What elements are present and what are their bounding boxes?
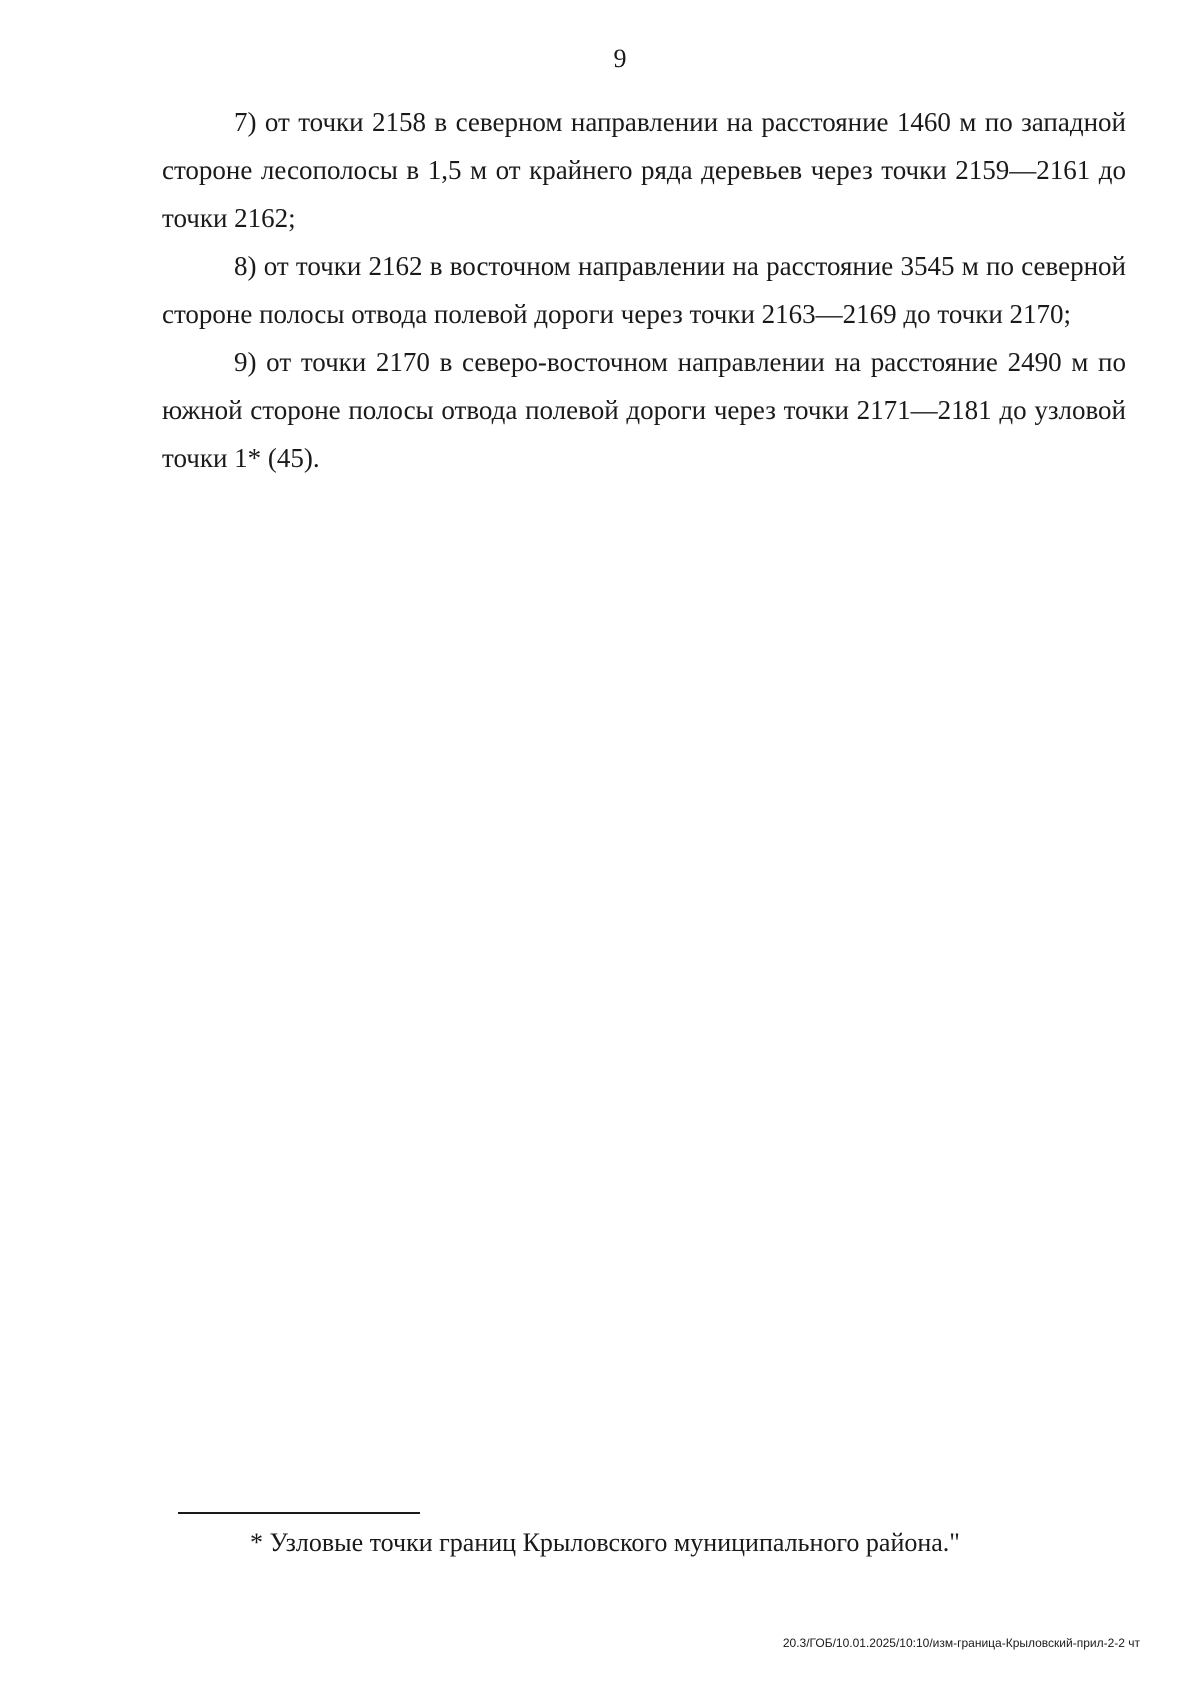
footnote: * Узловые точки границ Крыловского муниципального района." xyxy=(250,1528,960,1557)
paragraph-7: 7) от точки 2158 в северном направлении на расстояние 1460 м по западной стороне лесополосы в 1,5 м от крайнего ряда деревьев через точки 2159—2161 до точки 2162; xyxy=(162,107,1126,233)
footnote-divider xyxy=(178,1512,420,1514)
document-code: 20.3/ГОБ/10.01.2025/10:10/изм-граница-Крыловский-прил-2-2 чт xyxy=(782,1636,1140,1650)
document-body xyxy=(162,98,1126,482)
paragraph-8: 8) от точки 2162 в восточном направлении на расстояние 3545 м по северной стороне полосы отвода полевой дороги через точки 2163—2169 до точки 2170; xyxy=(162,251,1126,329)
paragraph-9: 9) от точки 2170 в северо-восточном направлении на расстояние 2490 м по южной стороне полосы отвода полевой дороги через точки 2171—2181 до узловой точки 1* (45). xyxy=(162,347,1126,473)
page-number: 9 xyxy=(613,44,627,73)
